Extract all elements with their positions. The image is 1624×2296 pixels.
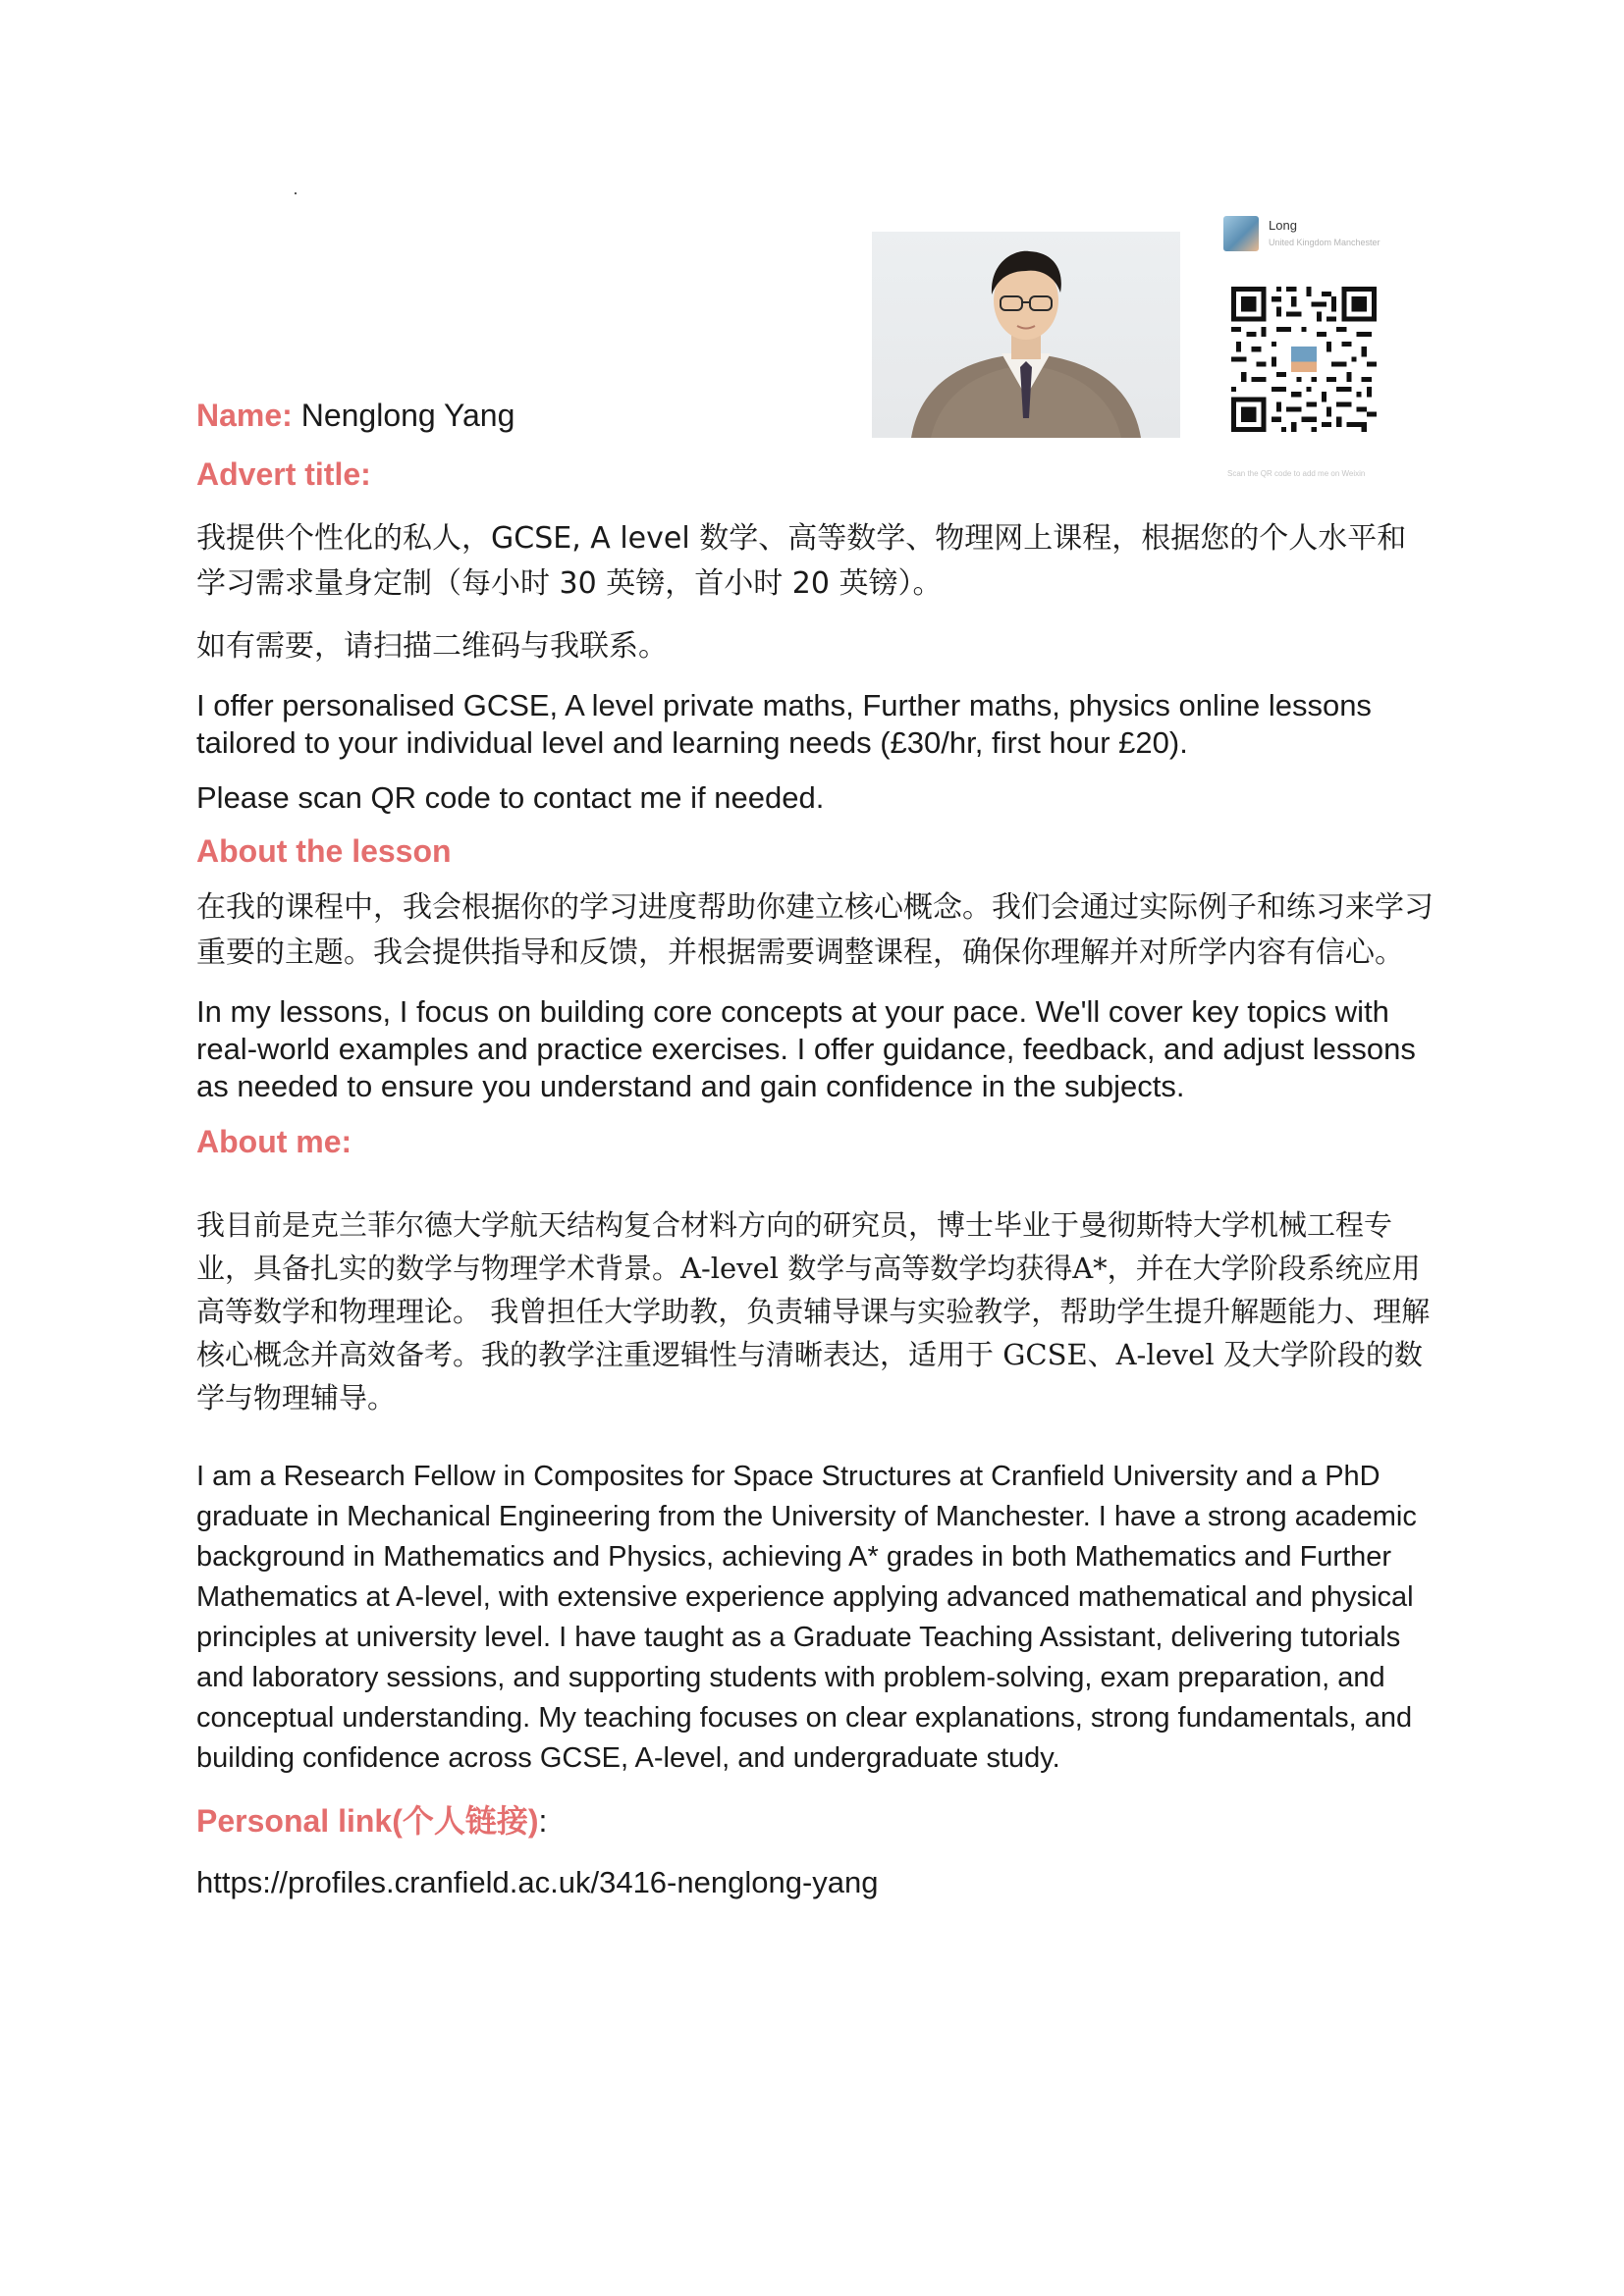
- advert-english-paragraph: I offer personalised GCSE, A level private maths, Further maths, physics online lessons tailored to your individual level and learning needs (£30/hr, first hour £20).: [196, 688, 1372, 760]
- personal-link-url[interactable]: https://profiles.cranfield.ac.uk/3416-nenglong-yang: [196, 1865, 879, 1899]
- stray-dot: [295, 192, 297, 194]
- name-label: Name:: [196, 398, 293, 433]
- lesson-english-paragraph: In my lessons, I focus on building core concepts at your pace. We'll cover key topics with real-world examples and practice exercises. I offer guidance, feedback, and adjust lessons as needed to ensure you understand and gain confidence in the subjects.: [196, 994, 1416, 1103]
- advert-chinese-contact: 如有需要，请扫描二维码与我联系。: [196, 629, 668, 664]
- about-me-chinese-paragraph: 我目前是克兰菲尔德大学航天结构复合材料方向的研究员，博士毕业于曼彻斯特大学机械工程专业，具备扎实的数学与物理学术背景。A-level 数学与高等数学均获得A*，并在大学阶段系统应用高等数学和物理理论。 我曾担任大学助教，负责辅导课与实验教学，帮助学生提升解题能力、理解核心概念并高效备考。我的教学注重逻辑性与清晰表达，适用于 GCSE、A-level 及大学阶段的数学与物理辅导。: [196, 1208, 1431, 1415]
- about-me-heading: About me:: [196, 1124, 352, 1159]
- qr-card-caption: Scan the QR code to add me on Weixin: [1227, 469, 1366, 478]
- lesson-chinese-paragraph: 在我的课程中，我会根据你的学习进度帮助你建立核心概念。我们会通过实际例子和练习来学习重要的主题。我会提供指导和反馈，并根据需要调整课程，确保你理解并对所学内容有信心。: [196, 890, 1434, 970]
- personal-link-label: Personal link(个人链接): [196, 1803, 539, 1839]
- advert-title-heading: Advert title:: [196, 456, 371, 492]
- qr-card-location: United Kingdom Manchester: [1269, 238, 1380, 247]
- personal-link-colon: :: [538, 1803, 548, 1839]
- about-me-english-paragraph: I am a Research Fellow in Composites for Space Structures at Cranfield University and a PhD graduate in Mechanical Engineering from the University of Manchester. I have a strong academic background in Mathematics and Physics, achieving A* grades in both Mathematics and Further Mathematics at A-level, with extensive experience applying advanced mathematical and physical principles at university level. I have taught as a Graduate Teaching Assistant, delivering tutorials and laboratory sessions, and supporting students with problem-solving, exam preparation, and conceptual understanding. My teaching focuses on clear explanations, strong fundamentals, and building confidence across GCSE, A-level, and undergraduate study.: [196, 1461, 1417, 1774]
- personal-link-heading: [196, 1798, 1434, 1843]
- advert-english-contact: Please scan QR code to contact me if needed.: [196, 780, 825, 815]
- qr-card-avatar: [1223, 216, 1259, 251]
- main-content: [196, 393, 1434, 1902]
- about-lesson-heading: About the lesson: [196, 833, 452, 869]
- qr-card-name: Long: [1269, 218, 1297, 233]
- name-line: [196, 393, 1434, 438]
- name-value: Nenglong Yang: [300, 398, 515, 433]
- advert-chinese-paragraph: 我提供个性化的私人，GCSE, A level 数学、高等数学、物理网上课程，根据您的个人水平和学习需求量身定制（每小时 30 英镑，首小时 20 英镑）。: [196, 521, 1407, 601]
